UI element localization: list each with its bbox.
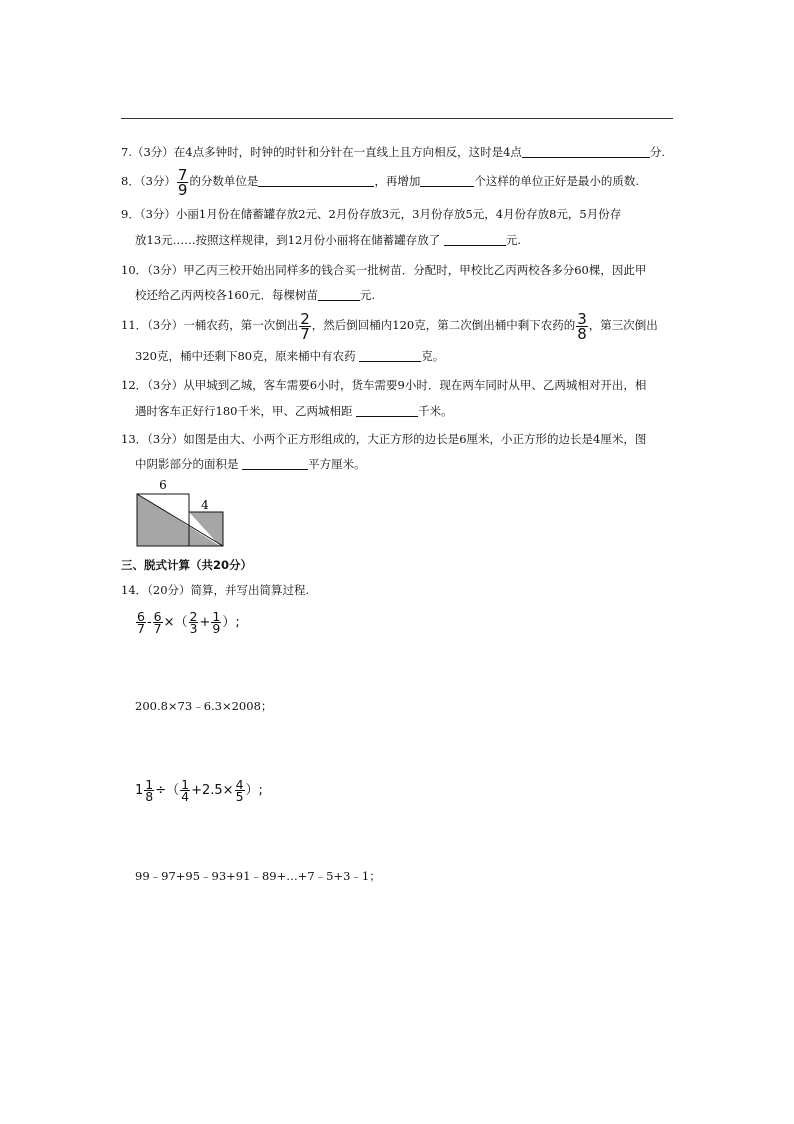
fraction-1-4: $\frac{1}{4}$	[181, 777, 190, 804]
answer-blank-8b[interactable]	[420, 174, 474, 187]
fraction-6-7b: $\frac{6}{7}$	[153, 609, 162, 636]
expression-3: 1 $\frac{1}{8}$ ÷（ $\frac{1}{4}$ +2.5× $\frac{4}{5}$ ）;	[135, 777, 263, 804]
section-3-title: 三、脱式计算（共20分）	[121, 558, 253, 572]
question-9-line1: 9．（3分）小丽1月份在储蓄罐存放2元、2月份存放3元，3月份存放5元，4月份存放8元，5月份存	[121, 207, 622, 221]
expression-1: $\frac{6}{7}$ - $\frac{6}{7}$ ×（ $\frac{2}{3}$ + $\frac{1}{9}$ ）;	[137, 609, 240, 636]
question-10-line1: 10．（3分）甲乙丙三校开始出同样多的钱合买一批树苗．分配时，甲校比乙丙两校各多分60棵，因此甲	[121, 263, 647, 277]
question-12-line2: 遇时客车正好行180千米，甲、乙两城相距 千米。	[135, 404, 453, 418]
answer-blank-11[interactable]	[359, 349, 421, 362]
answer-blank-10[interactable]	[318, 288, 360, 301]
fraction-2-7: $\frac{2}{7}$	[300, 309, 310, 343]
question-10-line2: 校还给乙丙两校各160元．每棵树苗 元.	[135, 288, 376, 302]
question-14-title: 14．（20分）简算，并写出简算过程.	[121, 583, 310, 597]
answer-blank-7[interactable]	[522, 145, 650, 158]
fraction-1-8: $\frac{1}{8}$	[145, 777, 154, 804]
squares-figure	[130, 476, 230, 550]
question-8: 8．（3分） $\frac{7}{9}$ 的分数单位是 ，再增加 个这样的单位正好是最小的质数.	[121, 165, 640, 199]
fraction-6-7a: $\frac{6}{7}$	[137, 609, 145, 636]
expression-4: 99﹣97+95﹣93+91﹣89+…+7﹣5+3﹣1；	[135, 869, 381, 883]
answer-blank-13[interactable]	[242, 457, 308, 470]
fraction-4-5: $\frac{4}{5}$	[235, 777, 244, 804]
question-11-line2: 320克，桶中还剩下80克，原来桶中有农药 克。	[135, 349, 445, 363]
fraction-1-9: $\frac{1}{9}$	[212, 609, 221, 636]
fraction-3-8: $\frac{3}{8}$	[577, 309, 587, 343]
question-13-line1: 13．（3分）如图是由大、小两个正方形组成的，大正方形的边长是6厘米，小正方形的边长是4厘米，图	[121, 432, 647, 446]
question-13-line2: 中阴影部分的面积是 平方厘米。	[135, 457, 366, 471]
fraction-7-9: $\frac{7}{9}$	[177, 165, 188, 199]
answer-blank-9[interactable]	[444, 233, 506, 246]
small-side-label: 4	[201, 498, 209, 512]
answer-blank-12[interactable]	[356, 404, 418, 417]
expression-2: 200.8×73﹣6.3×2008；	[135, 699, 273, 713]
answer-blank-8a[interactable]	[258, 174, 374, 187]
question-9-line2: 放13元……按照这样规律，到12月份小丽将在储蓄罐存放了 元.	[135, 233, 522, 247]
big-side-label: 6	[159, 478, 167, 492]
header-rule	[121, 118, 673, 119]
fraction-2-3: $\frac{2}{3}$	[189, 609, 198, 636]
question-11-line1: 11．（3分）一桶农药，第一次倒出 $\frac{2}{7}$ ，然后倒回桶内120克，第二次倒出桶中剩下农药的 $\frac{3}{8}$ ，第三次倒出	[121, 309, 658, 343]
question-7: 7.（3分）在4点多钟时，时钟的时针和分针在一直线上且方向相反，这时是4点 分.	[121, 145, 666, 159]
question-12-line1: 12．（3分）从甲城到乙城，客车需要6小时，货车需要9小时．现在两车同时从甲、乙两城相对开出，相	[121, 378, 647, 392]
